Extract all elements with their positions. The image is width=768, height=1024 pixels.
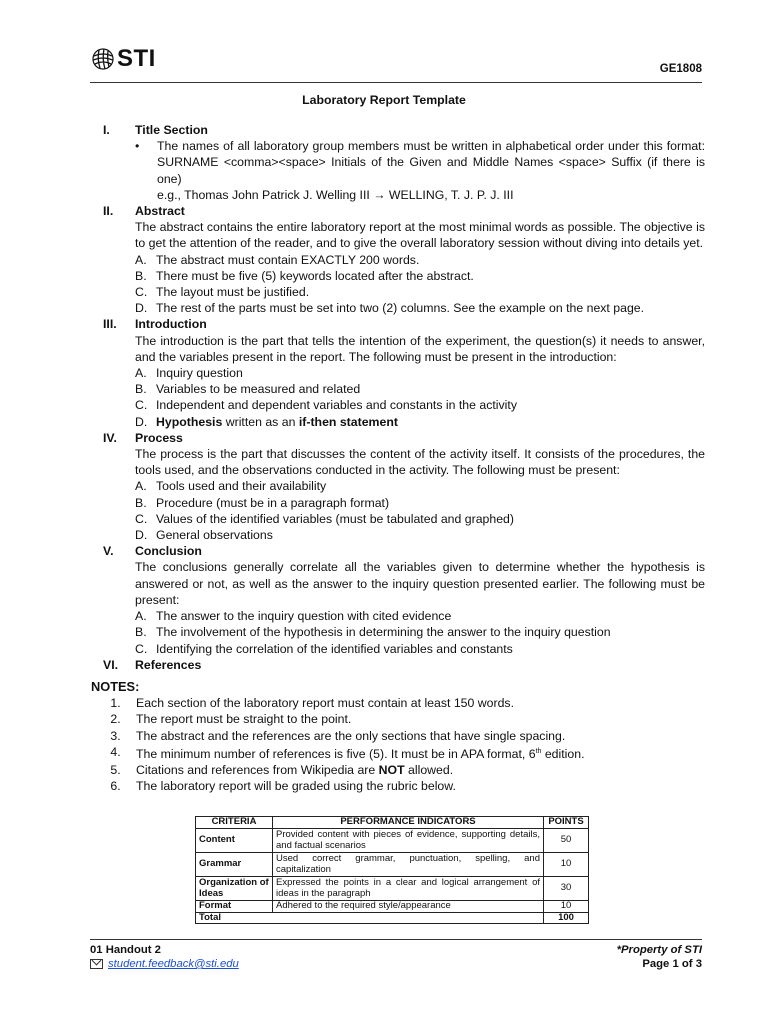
list-item: 6. The laboratory report will be graded using the rubric below. <box>110 779 456 794</box>
points-cell: 10 <box>544 901 589 913</box>
list-item: A. The answer to the inquiry question with cited evidence <box>135 609 452 624</box>
rubric-table <box>195 816 589 924</box>
section-numeral: III. <box>103 317 117 332</box>
list-item: A. The abstract must contain EXACTLY 200 words. <box>135 252 420 267</box>
footer-email <box>90 958 239 970</box>
column-header: CRITERIA <box>196 817 273 829</box>
bullet-text: The names of all laboratory group members must be written in alphabetical order under this format: SURNAME <comma><space> Initials of the Given and Middle Names <space> Suffix (if there is one) <box>157 139 705 186</box>
section-numeral: VI. <box>103 657 119 672</box>
section-paragraph: The conclusions generally correlate all the variables given to determine whether the hypothesis is answered or not, as well as the answer to the inquiry question presented earlier. The following must be present: <box>135 560 705 607</box>
list-item: A. Inquiry question <box>135 366 243 381</box>
table-row <box>196 853 589 877</box>
email-link[interactable]: student.feedback@sti.edu <box>108 958 239 970</box>
list-item: B. The involvement of the hypothesis in determining the answer to the inquiry question <box>135 625 611 640</box>
list-item: 1. Each section of the laboratory report must contain at least 150 words. <box>110 696 514 711</box>
list-item: A. Tools used and their availability <box>135 479 327 494</box>
points-cell: 10 <box>544 853 589 877</box>
page-number: Page 1 of 3 <box>642 958 702 970</box>
total-label: Total <box>196 912 544 924</box>
list-item: B. Variables to be measured and related <box>135 382 361 397</box>
list-item: D. Hypothesis written as an if-then statement <box>135 414 398 429</box>
section-heading: References <box>135 657 202 672</box>
indicator-cell: Used correct grammar, punctuation, spelling, and capitalization <box>273 853 544 877</box>
section-title <box>95 122 705 203</box>
criteria-cell: Grammar <box>196 853 273 877</box>
section-numeral: I. <box>103 123 110 137</box>
section-references <box>95 657 705 673</box>
indicator-cell: Provided content with pieces of evidence, supporting details, and factual scenarios <box>273 829 544 853</box>
list-item: 5. Citations and references from Wikipedia are NOT allowed. <box>110 763 454 778</box>
list-item: B. There must be five (5) keywords located after the abstract. <box>135 268 474 283</box>
list-item: C. Identifying the correlation of the identified variables and constants <box>135 641 513 656</box>
points-cell: 50 <box>544 829 589 853</box>
list-item: • The names of all laboratory group members must be written in alphabetical order under this format: SURNAME <comma><space> Initials of the Given and Middle Names <space> Suffix (if there is one) <box>135 139 705 186</box>
section-conclusion <box>95 543 705 656</box>
list-item: D. General observations <box>135 528 273 543</box>
points-cell: 30 <box>544 877 589 901</box>
list-item: C. The layout must be justified. <box>135 285 310 300</box>
globe-logo-icon <box>92 48 114 70</box>
indicator-cell: Adhered to the required style/appearance <box>273 901 544 913</box>
property-label: *Property of STI <box>616 944 702 956</box>
column-header: POINTS <box>544 817 589 829</box>
table-row <box>196 829 589 853</box>
list-item: 3. The abstract and the references are the only sections that have single spacing. <box>110 728 566 743</box>
example-text: e.g., Thomas John Patrick J. Welling III → WELLING, T. J. P. J. III <box>157 187 514 202</box>
section-heading: Process <box>135 430 183 445</box>
section-numeral: V. <box>103 544 114 559</box>
criteria-cell: Content <box>196 829 273 853</box>
section-paragraph: The abstract contains the entire laboratory report at the most minimal words as possible. The objective is to get the attention of the reader, and to give the overall laboratory session without diving into details yet. <box>135 220 705 251</box>
section-heading: Abstract <box>135 204 185 219</box>
list-item: C. Independent and dependent variables and constants in the activity <box>135 398 517 413</box>
section-paragraph: The process is the part that discusses the content of the activity itself. It consists of the procedures, the tools used, and the observations conducted in the activity. The following must be present: <box>135 447 705 478</box>
list-item: C. Values of the identified variables (must be tabulated and graphed) <box>135 511 514 526</box>
table-header-row <box>196 817 589 829</box>
handout-label: 01 Handout 2 <box>90 944 161 956</box>
notes-title: NOTES: <box>91 678 140 694</box>
section-introduction <box>95 316 705 429</box>
criteria-cell: Format <box>196 901 273 913</box>
section-numeral: IV. <box>103 430 117 445</box>
section-numeral: II. <box>103 204 114 219</box>
table-row <box>196 877 589 901</box>
notes-list <box>95 695 705 794</box>
sti-logo <box>92 44 162 74</box>
section-abstract <box>95 203 705 316</box>
table-row <box>196 901 589 913</box>
footer-divider <box>90 939 702 940</box>
mail-icon <box>90 959 103 969</box>
list-item: B. Procedure (must be in a paragraph format) <box>135 495 390 510</box>
section-heading: Title Section <box>135 123 208 137</box>
indicator-cell: Expressed the points in a clear and logical arrangement of ideas in the paragraph <box>273 877 544 901</box>
logo-text: STI <box>117 45 156 72</box>
column-header: PERFORMANCE INDICATORS <box>273 817 544 829</box>
list-item: D. The rest of the parts must be set into two (2) columns. See the example on the next page. <box>135 301 645 316</box>
section-heading: Introduction <box>135 317 207 332</box>
table-total-row <box>196 912 589 924</box>
section-process <box>95 430 705 543</box>
section-paragraph: The introduction is the part that tells the intention of the experiment, the question(s) it needs to answer, and the variables present in the report. The following must be present in the introduction: <box>135 333 705 364</box>
document-code: GE1808 <box>659 63 702 75</box>
list-item: 2. The report must be straight to the point. <box>110 712 352 727</box>
page-title: Laboratory Report Template <box>302 93 466 107</box>
section-heading: Conclusion <box>135 544 202 559</box>
list-item: 4. The minimum number of references is five (5). It must be in APA format, 6th edition. <box>110 744 585 761</box>
header-divider <box>90 82 702 83</box>
total-points: 100 <box>544 912 589 924</box>
criteria-cell: Organization of Ideas <box>196 877 273 901</box>
document-body <box>91 122 705 794</box>
